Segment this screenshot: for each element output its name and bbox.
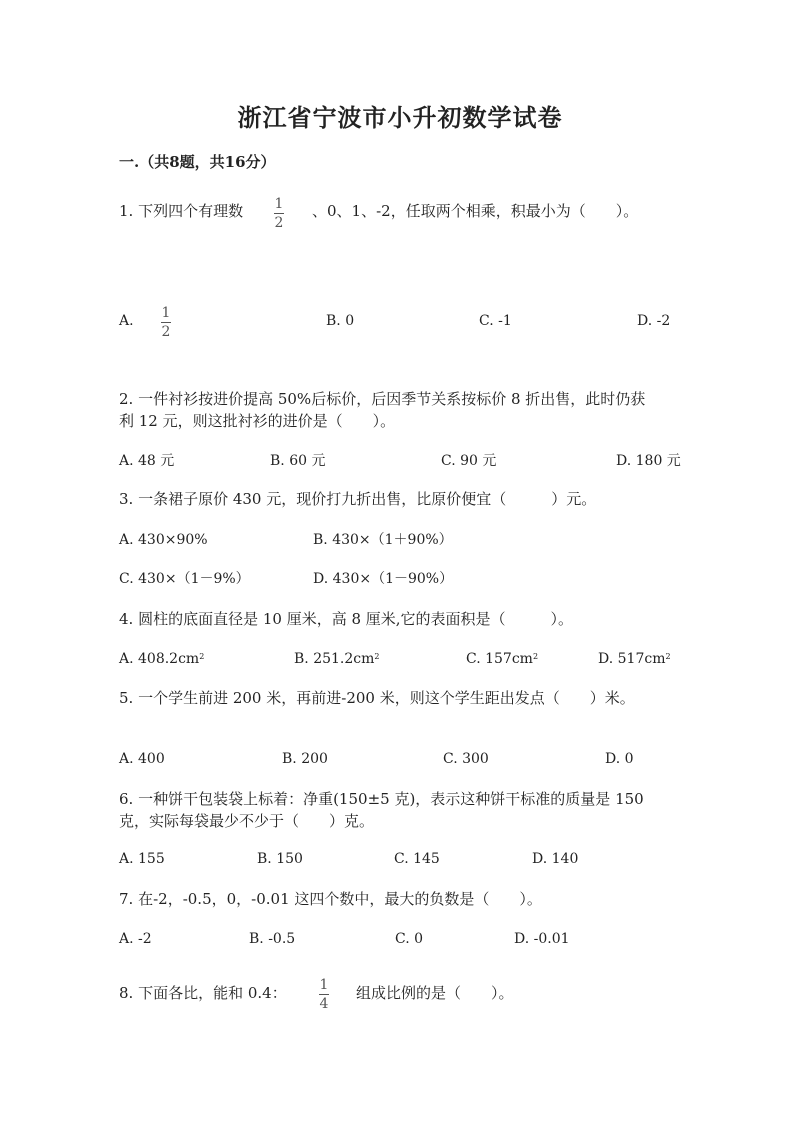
question-4-stem: 4. 圆柱的底面直径是 10 厘米，高 8 厘米,它的表面积是（ ）。	[119, 610, 574, 628]
question-2-option-d[interactable]: D. 180 元	[616, 453, 681, 469]
unit-superscript: 2	[374, 652, 380, 661]
fraction-numerator: 1	[274, 196, 284, 212]
question-8-stem-b: 组成比例的是（ ）。	[356, 984, 514, 1002]
question-1-option-b[interactable]: B. 0	[326, 313, 355, 329]
question-5-option-b[interactable]: B. 200	[282, 751, 328, 767]
question-1-option-a[interactable]: A.	[119, 313, 134, 329]
fraction-one-quarter	[319, 978, 329, 1011]
question-1-option-c[interactable]: C. -1	[479, 313, 512, 329]
unit-superscript: 2	[199, 652, 205, 661]
question-4-option-b[interactable]	[294, 649, 379, 669]
question-1-stem-a: 1. 下列四个有理数	[119, 202, 244, 220]
question-1-stem-b: 、0、1、-2，任取两个相乘，积最小为（ ）。	[312, 202, 639, 220]
question-5-option-a[interactable]: A. 400	[119, 751, 165, 767]
question-2-stem-line-1: 2. 一件衬衫按进价提高 50%后标价，后因季节关系按标价 8 折出售，此时仍获	[119, 390, 646, 408]
fraction-bar	[319, 994, 329, 995]
option-text: D. 517cm	[598, 651, 666, 667]
question-1-option-d[interactable]: D. -2	[637, 313, 671, 329]
question-3-option-d[interactable]: D. 430×（1－90%）	[313, 571, 454, 587]
question-3-stem: 3. 一条裙子原价 430 元，现价打九折出售，比原价便宜（ ）元。	[119, 490, 597, 508]
question-2-stem-line-2: 利 12 元，则这批衬衫的进价是（ ）。	[119, 412, 396, 430]
question-4-option-d[interactable]	[598, 649, 671, 669]
question-3-option-c[interactable]: C. 430×（1－9%）	[119, 571, 250, 587]
fraction-one-half	[274, 197, 284, 230]
option-text: C. 157cm	[466, 651, 533, 667]
question-6-option-b[interactable]: B. 150	[257, 851, 303, 867]
unit-superscript: 2	[532, 652, 539, 661]
fraction-numerator: 1	[161, 305, 171, 321]
unit-superscript: 2	[665, 652, 671, 661]
question-7-option-b[interactable]: B. -0.5	[249, 931, 296, 947]
question-6-option-c[interactable]: C. 145	[394, 851, 440, 867]
option-text: B. 251.2cm	[294, 651, 375, 667]
fraction-bar	[274, 213, 284, 214]
question-7-stem: 7. 在-2，-0.5，0，-0.01 这四个数中，最大的负数是（ ）。	[119, 890, 542, 908]
fraction-numerator: 1	[319, 977, 329, 993]
question-5-option-d[interactable]: D. 0	[605, 751, 634, 767]
question-3-option-b[interactable]: B. 430×（1＋90%）	[313, 532, 453, 548]
fraction-bar	[161, 322, 171, 323]
fraction-denominator: 4	[319, 996, 329, 1012]
question-4-option-a[interactable]	[119, 649, 204, 669]
question-8-stem-a: 8. 下面各比，能和 0.4：	[119, 984, 287, 1002]
question-6-option-d[interactable]: D. 140	[532, 851, 579, 867]
fraction-denominator: 2	[274, 215, 284, 231]
question-5-option-c[interactable]: C. 300	[443, 751, 489, 767]
question-7-option-a[interactable]: A. -2	[119, 931, 152, 947]
question-7-option-c[interactable]: C. 0	[395, 931, 424, 947]
question-6-stem-line-1: 6. 一种饼干包装袋上标着：净重(150±5 克)，表示这种饼干标准的质量是 150	[119, 790, 644, 808]
question-3-option-a[interactable]: A. 430×90%	[119, 532, 208, 548]
page-title: 浙江省宁波市小升初数学试卷	[237, 103, 563, 132]
question-2-option-a[interactable]: A. 48 元	[119, 453, 175, 469]
section-heading: 一.（共8题，共16分）	[119, 153, 276, 171]
question-4-option-c[interactable]	[466, 649, 538, 669]
fraction-denominator: 2	[161, 324, 171, 340]
question-2-option-b[interactable]: B. 60 元	[270, 453, 326, 469]
option-a-fraction-one-half	[161, 306, 171, 339]
question-2-option-c[interactable]: C. 90 元	[441, 453, 497, 469]
question-7-option-d[interactable]: D. -0.01	[514, 931, 570, 947]
question-5-stem: 5. 一个学生前进 200 米，再前进-200 米，则这个学生距出发点（ ）米。	[119, 689, 635, 707]
question-6-option-a[interactable]: A. 155	[119, 851, 165, 867]
question-6-stem-line-2: 克，实际每袋最少不少于（ ）克。	[119, 812, 375, 830]
option-text: A. 408.2cm	[119, 651, 200, 667]
